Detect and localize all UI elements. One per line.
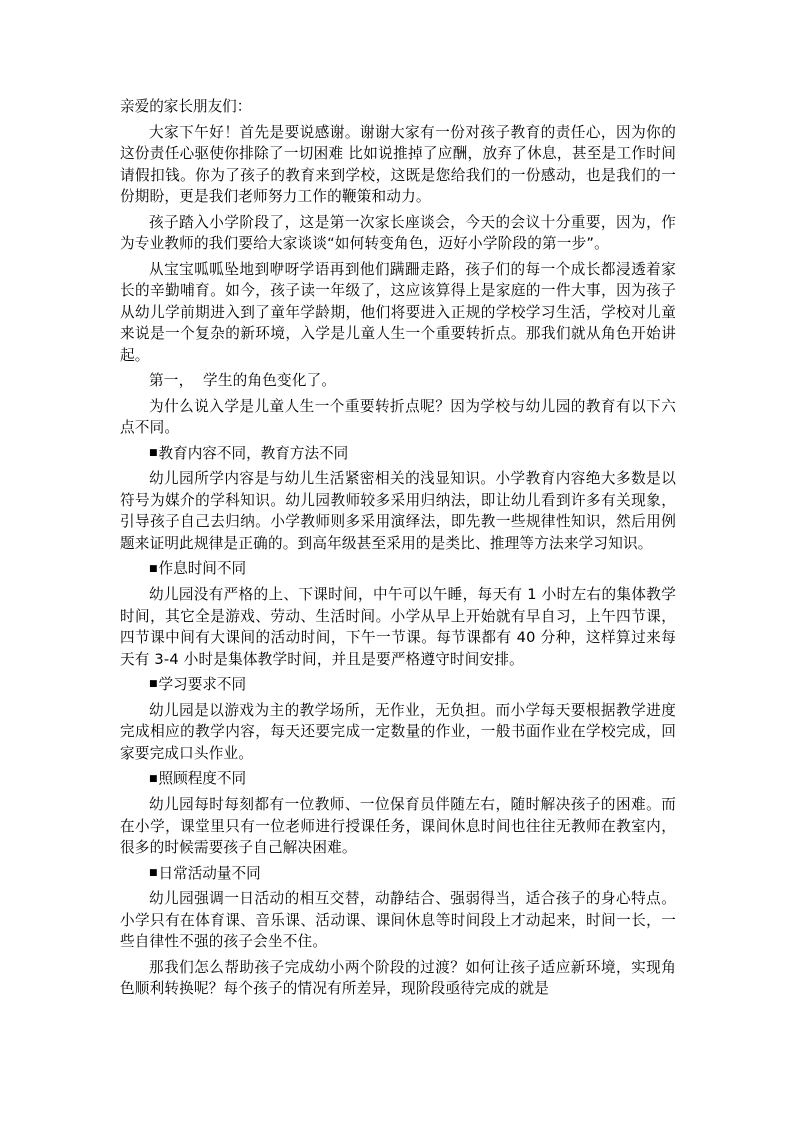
paragraph-closing: 那我们怎么帮助孩子完成幼小两个阶段的过渡？如何让孩子适应新环境，实现角色顺利转换呢？每个孩子的情况有所差异，现阶段亟待完成的就是 xyxy=(120,958,676,998)
section-body-activity: 幼儿园强调一日活动的相互交替，动静结合、强弱得当，适合孩子的身心特点。小学只有在体育课、音乐课、活动课、课间休息等时间段上才动起来，时间一长，一些自律性不强的孩子会坐不住。 xyxy=(120,890,676,951)
section-heading-label: 照顾程度不同 xyxy=(158,770,247,788)
paragraph-thanks: 大家下午好！首先是要说感谢。谢谢大家有一份对孩子教育的责任心，因为你的这份责任心驱使你排除了一切困难 比如说推掉了应酬，放弃了休息，甚至是工作时间请假扣钱。你为了孩子的教育来到学校，这既是您给我们的一份感动，也是我们的一份期盼，更是我们老师努力工作的鞭策和动力。 xyxy=(120,123,676,205)
section-body-care: 幼儿园每时每刻都有一位教师、一位保育员伴随左右，随时解决孩子的困难。而在小学，课堂里只有一位老师进行授课任务，课间休息时间也往往无教师在教室内，很多的时候需要孩子自己解决困难。 xyxy=(120,796,676,856)
paragraph-six-differences: 为什么说入学是儿童人生一个重要转折点呢？因为学校与幼儿园的教育有以下六点不同。 xyxy=(120,397,676,436)
section-heading-label: 教育内容不同，教育方法不同 xyxy=(158,444,349,462)
section-body-teaching: 幼儿园所学内容是与幼儿生活紧密相关的浅显知识。小学教育内容绝大多数是以符号为媒介的学科知识。幼儿园教师较多采用归纳法，即让幼儿看到许多有关现象，引导孩子自己去归纳。小学教师则多采用演绎法，即先教一些规律性知识，然后用例题来证明此规律是正确的。到高年级甚至采用的是类比、推理等方法来学习知识。 xyxy=(120,470,676,552)
salutation: 亲爱的家长朋友们： xyxy=(120,98,252,115)
square-bullet-icon: ■ xyxy=(149,447,158,458)
section-body-schedule: 幼儿园没有严格的上、下课时间，中午可以午睡，每天有 1 小时左右的集体教学时间，其它全是游戏、劳动、生活时间。小学从早上开始就有早自习，上午四节课，四节课中间有大课间的活动时间，下午一节课。每节课都有 40 分种，这样算过来每天有 3-4 小时是集体教学时间，并且是要严格遵守时间安排。 xyxy=(120,586,676,668)
section-heading-schedule xyxy=(120,558,676,580)
square-bullet-icon: ■ xyxy=(149,679,158,690)
section-heading-label: 学习要求不同 xyxy=(158,676,247,693)
section-heading-label: 作息时间不同 xyxy=(158,560,247,578)
paragraph-first-meeting: 孩子踏入小学阶段了，这是第一次家长座谈会，今天的会议十分重要，因为，作为专业教师的我们要给大家谈谈“如何转变角色，迈好小学阶段的第一步”。 xyxy=(120,213,676,252)
square-bullet-icon: ■ xyxy=(149,773,158,784)
paragraph-growth: 从宝宝呱呱坠地到咿呀学语再到他们蹒跚走路，孩子们的每一个成长都浸透着家长的辛勤哺育。如今，孩子读一年级了，这应该算得上是家庭的一件大事，因为孩子从幼儿学前期进入到了童年学龄期，他们将要进入正规的学校学习生活，学校对儿童来说是一个复杂的新环境，入学是儿童人生一个重要转折点。那我们就从角色开始讲起。 xyxy=(120,260,676,364)
square-bullet-icon: ■ xyxy=(149,563,158,574)
square-bullet-icon: ■ xyxy=(149,867,158,878)
section-heading-care xyxy=(120,768,676,790)
section-heading-requirements xyxy=(120,674,676,696)
section-heading-label: 日常活动量不同 xyxy=(158,864,261,882)
document-page xyxy=(120,96,676,1004)
section-heading-teaching xyxy=(120,443,676,465)
section-body-requirements: 幼儿园是以游戏为主的教学场所，无作业，无负担。而小学每天要根据教学进度完成相应的教学内容，每天还要完成一定数量的作业，一般书面作业在学校完成，回家要完成口头作业。 xyxy=(120,701,676,762)
paragraph-role-change-heading: 第一， 学生的角色变化了。 xyxy=(149,372,337,389)
section-heading-activity xyxy=(120,863,676,885)
